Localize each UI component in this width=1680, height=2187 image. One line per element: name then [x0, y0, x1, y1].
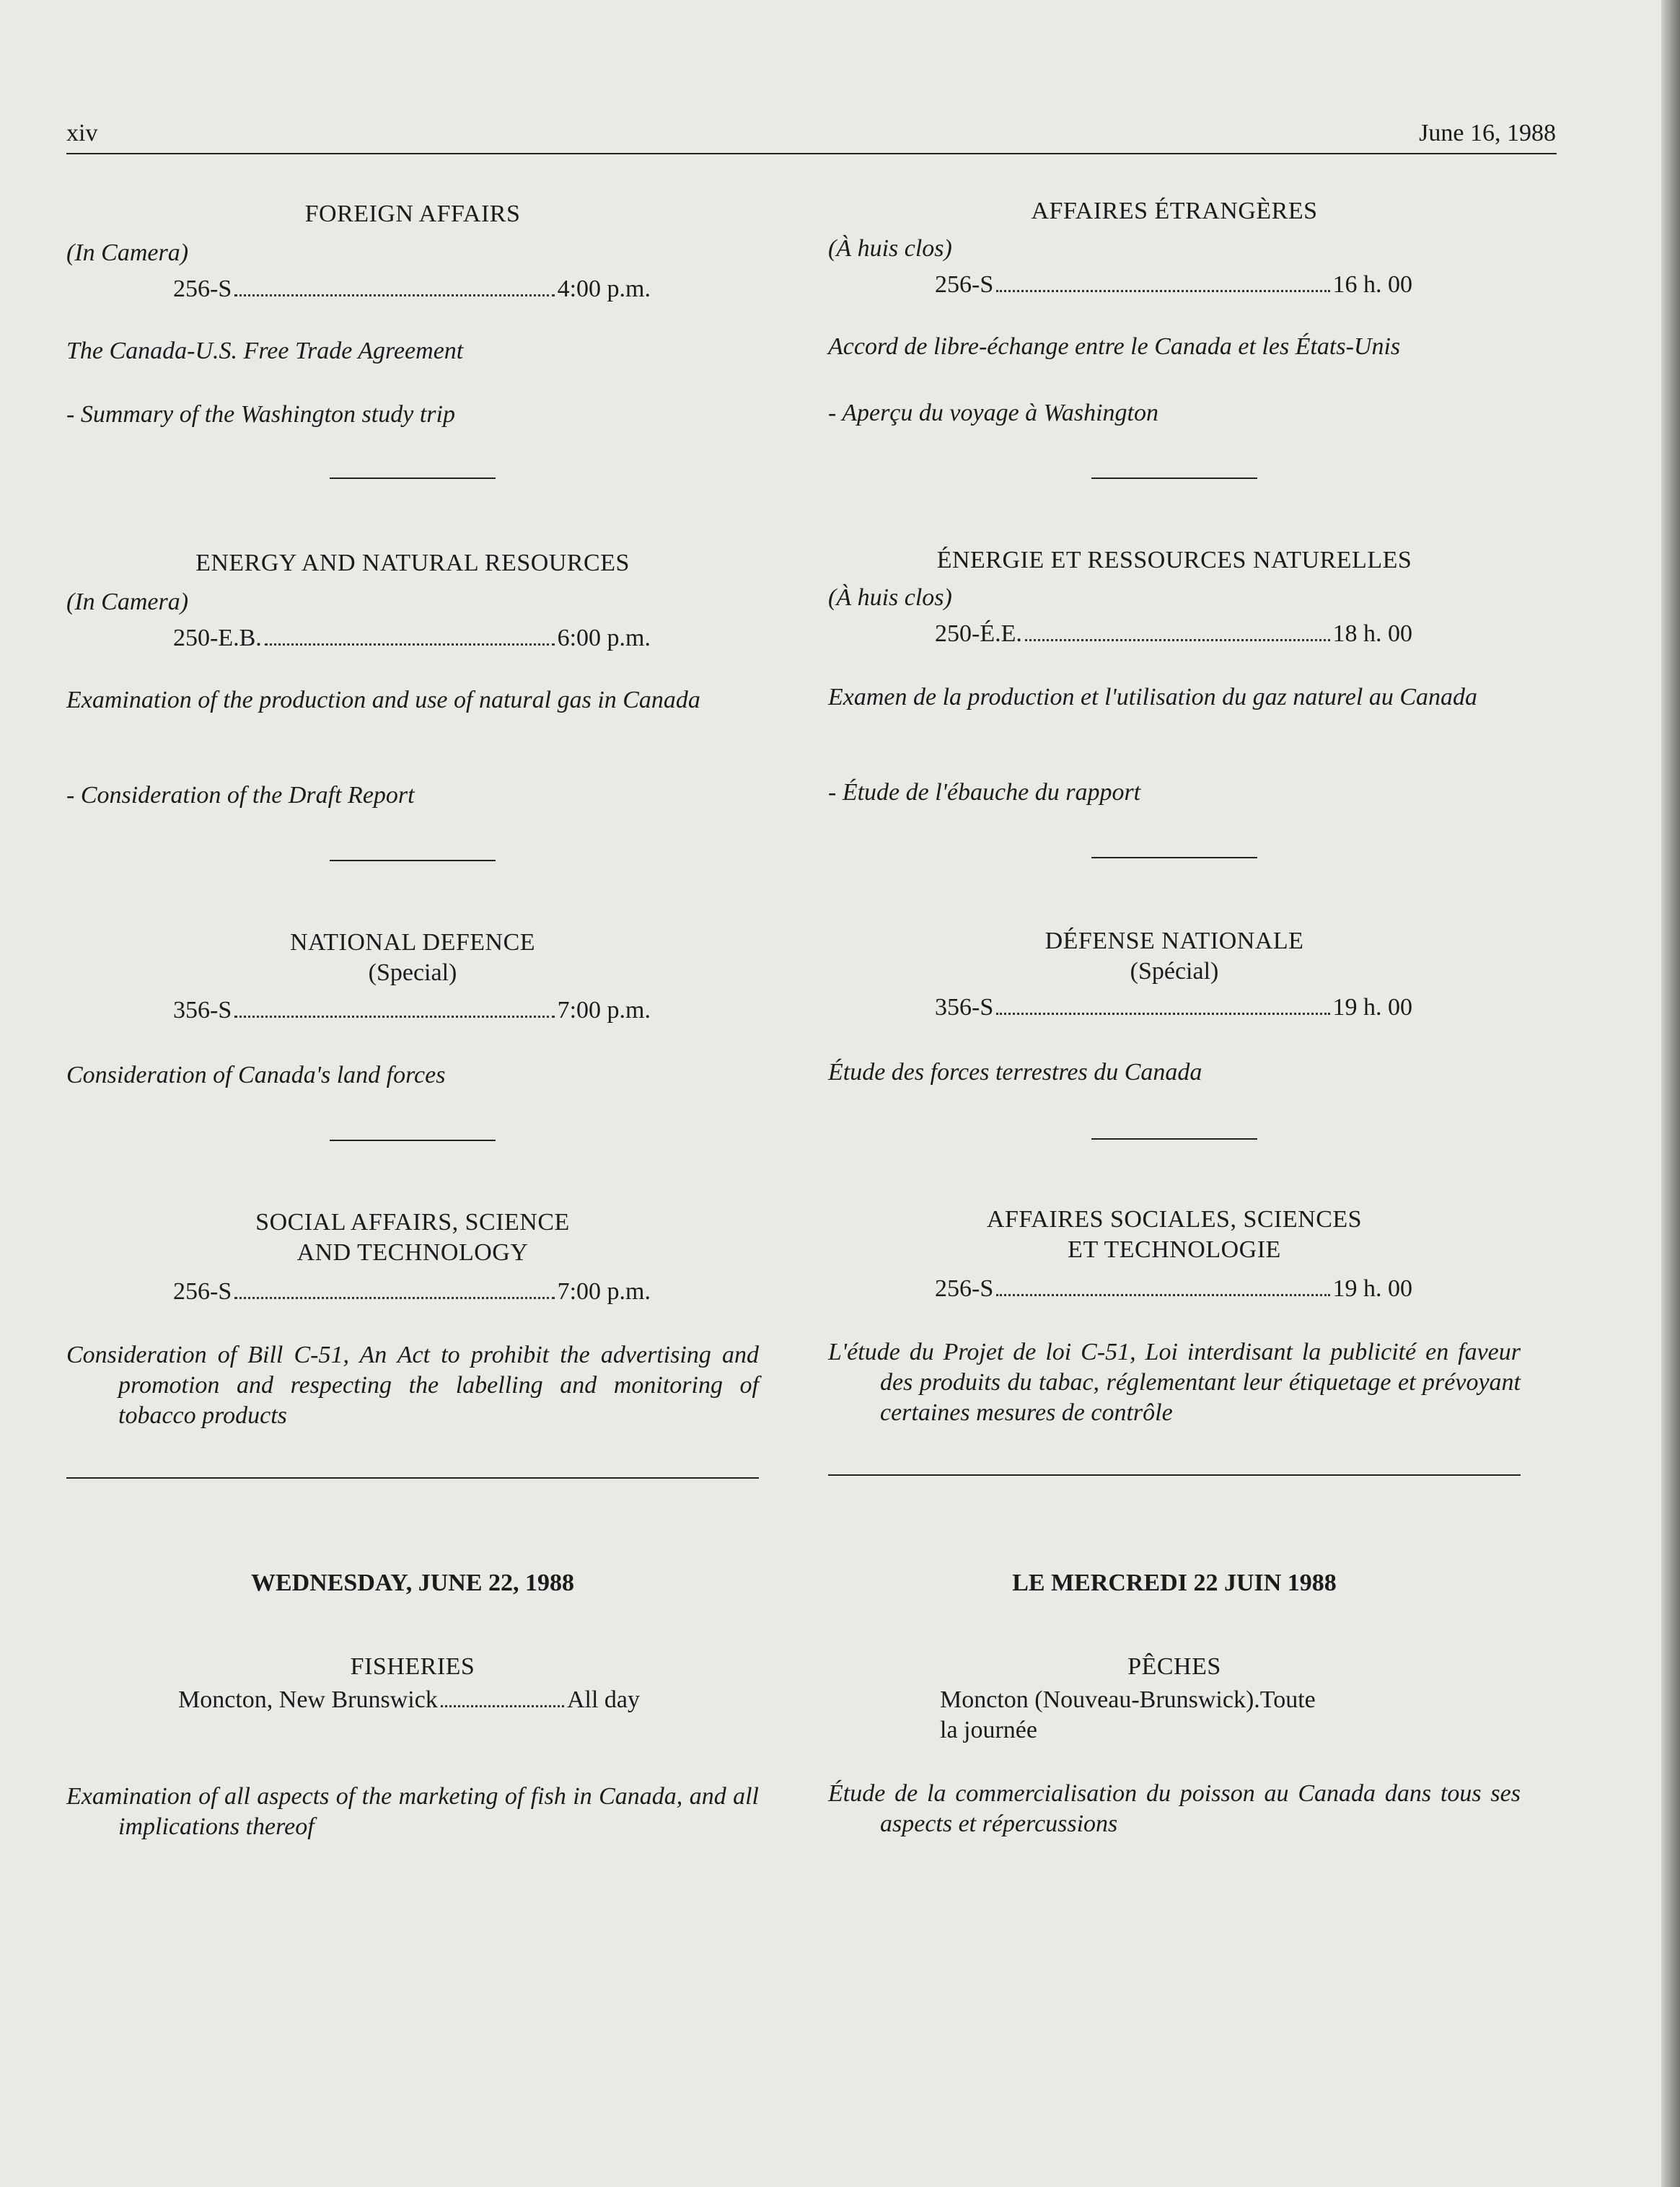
- time: 16 h. 00: [1332, 271, 1412, 298]
- date-heading: LE MERCREDI 22 JUIN 1988: [1012, 1570, 1337, 1596]
- room-time-line: [828, 619, 1521, 649]
- time: All day: [566, 1686, 640, 1713]
- meeting-subject: Étude des forces terrestres du Canada: [828, 1059, 1202, 1086]
- time: 4:00 p.m.: [557, 276, 651, 302]
- section-divider: [1091, 1138, 1257, 1140]
- dot-leader: [234, 1016, 554, 1018]
- room: 356-S: [935, 994, 994, 1021]
- committee-title-foreign-affairs: AFFAIRES ÉTRANGÈRES: [1031, 198, 1318, 224]
- committee-title-energy: ENERGY AND NATURAL RESOURCES: [195, 550, 630, 576]
- section-divider: [1091, 857, 1257, 858]
- dot-leader: [996, 290, 1329, 292]
- meeting-subject: The Canada-U.S. Free Trade Agreement: [66, 338, 464, 364]
- room: 356-S: [173, 997, 232, 1024]
- committee-subtitle: (Spécial): [1130, 958, 1219, 985]
- room: 256-S: [935, 1275, 994, 1302]
- place: Moncton (Nouveau-Brunswick).: [940, 1686, 1260, 1713]
- meeting-note: (À huis clos): [828, 235, 952, 262]
- room: 256-S: [935, 271, 994, 298]
- room: 256-S: [173, 276, 232, 302]
- header-date: June 16, 1988: [1419, 120, 1556, 146]
- room-time-line: [828, 993, 1521, 1023]
- page-edge-shadow: [1661, 0, 1680, 2187]
- place-time-line: [66, 1685, 759, 1715]
- agenda-item: - Consideration of the Draft Report: [66, 782, 415, 809]
- room-time-line: [66, 995, 759, 1026]
- dot-leader: [441, 1705, 564, 1707]
- time: 6:00 p.m.: [557, 625, 651, 651]
- meeting-note: (In Camera): [66, 239, 189, 266]
- french-column: [828, 0, 1521, 2187]
- committee-title-social-line2: ET TECHNOLOGIE: [1068, 1236, 1281, 1263]
- committee-title-defence: DÉFENSE NATIONALE: [1044, 928, 1304, 954]
- room-time-line: [66, 623, 759, 654]
- meeting-subject: Étude de la commercialisation du poisson au Canada dans tous ses aspects et répercussions: [828, 1780, 1521, 1837]
- committee-title-fisheries: PÊCHES: [1127, 1653, 1221, 1680]
- date-heading: WEDNESDAY, JUNE 22, 1988: [250, 1570, 575, 1596]
- committee-title-energy: ÉNERGIE ET RESSOURCES NATURELLES: [936, 547, 1412, 573]
- room: 256-S: [173, 1278, 232, 1305]
- committee-subtitle: (Special): [368, 959, 457, 986]
- place-time-line: [828, 1685, 1521, 1746]
- committee-title-social-line2: AND TECHNOLOGY: [296, 1239, 529, 1266]
- time: 18 h. 00: [1332, 620, 1412, 647]
- committee-title-foreign-affairs: FOREIGN AFFAIRS: [304, 201, 521, 227]
- dot-leader: [996, 1013, 1329, 1015]
- section-divider: [330, 860, 496, 861]
- date-divider: [828, 1474, 1521, 1476]
- agenda-item: - Étude de l'ébauche du rapport: [828, 779, 1141, 806]
- room-time-line: [66, 1277, 759, 1307]
- page-number: xiv: [66, 120, 98, 146]
- committee-title-fisheries: FISHERIES: [350, 1653, 475, 1680]
- time: 7:00 p.m.: [557, 1278, 651, 1305]
- meeting-note: (In Camera): [66, 589, 189, 615]
- section-divider: [330, 1140, 496, 1141]
- dot-leader: [996, 1294, 1329, 1296]
- time: 7:00 p.m.: [557, 997, 651, 1024]
- agenda-item: - Summary of the Washington study trip: [66, 401, 455, 428]
- room: 250-E.B.: [173, 625, 262, 651]
- meeting-subject: Examination of all aspects of the marketing of fish in Canada, and all implications thereof: [66, 1783, 759, 1840]
- meeting-subject: L'étude du Projet de loi C-51, Loi interdisant la publicité en faveur des produits du tabac, réglementant leur étiquetage et prévoyant certaines mesures de contrôle: [828, 1339, 1521, 1426]
- meeting-subject: Examen de la production et l'utilisation du gaz naturel au Canada: [828, 684, 1478, 710]
- room-time-line: [828, 270, 1521, 300]
- section-divider: [1091, 478, 1257, 479]
- date-divider: [66, 1477, 759, 1479]
- committee-title-defence: NATIONAL DEFENCE: [289, 929, 536, 956]
- committee-title-social-line1: SOCIAL AFFAIRS, SCIENCE: [255, 1209, 570, 1236]
- room: 250-É.E.: [935, 620, 1022, 647]
- meeting-subject: Consideration of Bill C-51, An Act to prohibit the advertising and promotion and respecting the labelling and monitoring of tobacco products: [66, 1342, 759, 1429]
- time: 19 h. 00: [1332, 994, 1412, 1021]
- room-time-line: [828, 1274, 1521, 1304]
- agenda-item: - Aperçu du voyage à Washington: [828, 400, 1158, 426]
- committee-title-social-line1: AFFAIRES SOCIALES, SCIENCES: [986, 1206, 1363, 1233]
- english-column: [66, 0, 759, 2187]
- dot-leader: [234, 1297, 554, 1299]
- place: Moncton, New Brunswick: [178, 1686, 438, 1713]
- time: 19 h. 00: [1332, 1275, 1412, 1302]
- dot-leader: [265, 643, 555, 646]
- time: Toute la journée: [940, 1686, 1316, 1743]
- meeting-subject: Consideration of Canada's land forces: [66, 1062, 446, 1088]
- meeting-subject: Examination of the production and use of natural gas in Canada: [66, 687, 700, 713]
- meeting-subject: Accord de libre-échange entre le Canada et les États-Unis: [828, 333, 1401, 360]
- dot-leader: [234, 294, 554, 296]
- dot-leader: [1025, 639, 1330, 641]
- section-divider: [330, 478, 496, 479]
- meeting-note: (À huis clos): [828, 584, 952, 611]
- room-time-line: [66, 274, 759, 304]
